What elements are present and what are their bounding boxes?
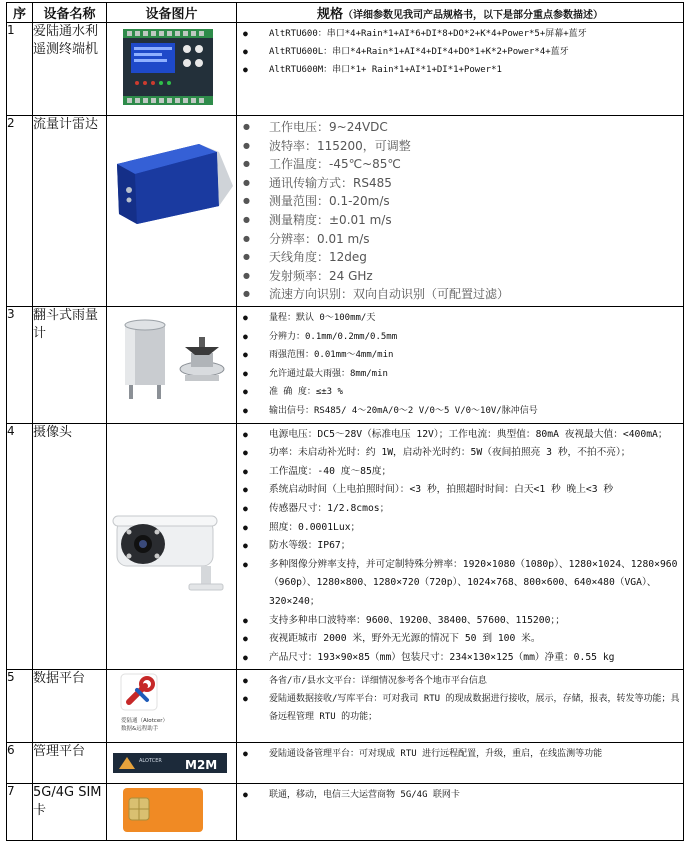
device-name: 5G/4G SIM 卡 [33, 784, 107, 841]
spec-cell [237, 23, 684, 116]
spec-item: ● 分辨率：0.01 m/s [243, 230, 681, 249]
header-name: 设备名称 [33, 3, 107, 23]
table-row [7, 307, 684, 424]
spec-list [237, 307, 683, 423]
header-no: 序 [7, 3, 33, 23]
spec-item: ● 波特率：115200，可调整 [243, 137, 681, 156]
spec-cell [237, 743, 684, 784]
device-image [107, 23, 237, 116]
spec-table [6, 2, 684, 841]
header-spec-title: 规格 [316, 7, 343, 22]
spec-list [237, 23, 683, 81]
row-number: 3 [7, 307, 33, 424]
spec-item: ● 测量精度：±0.01 m/s [243, 211, 681, 230]
app-caption-line2: 数据&远程助手 [121, 726, 159, 733]
spec-item: ● 输出信号：RS485/ 4～20mA/0～2 V/0～5 V/0～10V/脉冲信号 [243, 402, 681, 421]
logo-text: ALOTCER [139, 758, 162, 765]
spec-item: ● 功率：未启动补光时：约 1W，启动补光时约：5W（夜间拍照亮 3 秒，不拍不亮）； [243, 444, 681, 463]
spec-item: ● 测量范围：0.1-20m/s [243, 192, 681, 211]
spec-item: ● AltRTU600M：串口*1+ Rain*1+AI*1+DI*1+Power*1 [243, 61, 681, 79]
spec-item: ● 传感器尺寸：1/2.8cmos； [243, 500, 681, 519]
table-row [7, 670, 684, 743]
device-image [107, 743, 237, 784]
spec-cell [237, 784, 684, 841]
app-caption-line1: 爱陆通（Alotcer） [121, 718, 168, 725]
logo-m2m: M2M [185, 758, 218, 773]
device-name: 数据平台 [33, 670, 107, 743]
device-name: 爱陆通水利遥测终端机 [33, 23, 107, 116]
row-number: 2 [7, 116, 33, 307]
device-name: 流量计雷达 [33, 116, 107, 307]
spec-item: ● 系统启动时间（上电拍照时间）：<3 秒，拍照超时时间：白天<1 秒 晚上<3 秒 [243, 481, 681, 500]
device-image [107, 423, 237, 670]
device-name: 管理平台 [33, 743, 107, 784]
row-number: 4 [7, 423, 33, 670]
row-number: 6 [7, 743, 33, 784]
row-number: 7 [7, 784, 33, 841]
spec-item: ● 防水等级：IP67； [243, 537, 681, 556]
device-name: 翻斗式雨量计 [33, 307, 107, 424]
spec-item: ● 多种图像分辨率支持，并可定制特殊分辨率：1920×1080（1080p）、1280×1024、1280×960（960p）、1280×800、1280×720（720p）、1024×768、800×600、640×480（VGA）、320×240； [243, 556, 681, 612]
table-row [7, 116, 684, 307]
header-spec [237, 3, 684, 23]
table-header-row [7, 3, 684, 23]
row-number: 5 [7, 670, 33, 743]
spec-cell [237, 423, 684, 670]
spec-item: ● 分辨力：0.1mm/0.2mm/0.5mm [243, 328, 681, 347]
radar-flowmeter-photo [107, 116, 235, 302]
spec-item: ● AltRTU600L：串口*4+Rain*1+AI*4+DI*4+DO*1+K*2+Power*4+蓝牙 [243, 43, 681, 61]
spec-item: ● 工作温度：-40 度～85度； [243, 463, 681, 482]
spec-list [237, 116, 683, 306]
bullet-camera-photo [107, 424, 235, 664]
device-image [107, 116, 237, 307]
spec-item: ● 流速方向识别：双向自动识别（可配置过滤） [243, 285, 681, 304]
sim-card-photo [107, 784, 235, 836]
spec-item: ● 夜视距城市 2000 米，野外无光源的情况下 50 到 100 米。 [243, 630, 681, 649]
spec-item: ● 联通，移动，电信三大运营商物 5G/4G 联网卡 [243, 786, 681, 804]
data-platform-app-icon [107, 670, 235, 738]
rtu-device-photo [107, 23, 235, 111]
spec-item: ● 量程：默认 0～100mm/天 [243, 309, 681, 328]
spec-item: ● 发射频率：24 GHz [243, 267, 681, 286]
spec-cell [237, 307, 684, 424]
spec-item: ● 通讯传输方式：RS485 [243, 174, 681, 193]
spec-item: ● 产品尺寸：193×90×85（mm）包装尺寸：234×130×125（mm）净重：0.55 kg [243, 649, 681, 668]
spec-list [237, 784, 683, 806]
spec-item: ● 支持多种串口波特率：9600、19200、38400、57600、115200；； [243, 612, 681, 631]
spec-item: ● 天线角度：12deg [243, 248, 681, 267]
header-spec-note: （详细参数见我司产品规格书，以下是部分重点参数描述） [343, 10, 603, 21]
spec-item: ● 爱陆通数据接收/写库平台：可对我司 RTU 的现成数据进行接收，展示，存储，报表，转发等功能；具备远程管理 RTU 的功能； [243, 690, 681, 726]
spec-cell [237, 670, 684, 743]
spec-item: ● 雨强范围：0.01mm～4mm/min [243, 346, 681, 365]
device-image [107, 670, 237, 743]
table-row [7, 423, 684, 670]
header-image: 设备图片 [107, 3, 237, 23]
row-number: 1 [7, 23, 33, 116]
spec-item: ● 爱陆通设备管理平台：可对现成 RTU 进行远程配置，升级，重启，在线监测等功能 [243, 745, 681, 763]
device-image [107, 307, 237, 424]
table-row [7, 784, 684, 841]
spec-item: ● 准 确 度：≤±3 % [243, 383, 681, 402]
rain-gauge-photo [107, 307, 235, 417]
spec-cell [237, 116, 684, 307]
spec-item: ● 各省/市/县水文平台：详细情况参考各个地市平台信息 [243, 672, 681, 690]
device-name: 摄像头 [33, 423, 107, 670]
alotcer-m2m-logo [107, 743, 235, 779]
spec-item: ● 允许通过最大雨强：8mm/min [243, 365, 681, 384]
table-row [7, 743, 684, 784]
table-row [7, 23, 684, 116]
spec-item: ● 工作电压：9~24VDC [243, 118, 681, 137]
spec-list [237, 743, 683, 765]
spec-list [237, 670, 683, 728]
spec-item: ● 照度：0.0001Lux； [243, 519, 681, 538]
spec-item: ● 工作温度：-45℃~85℃ [243, 155, 681, 174]
spec-list [237, 424, 683, 670]
device-image [107, 784, 237, 841]
spec-item: ● 电源电压：DC5～28V（标准电压 12V）；工作电流：典型值：80mA 夜视最大值：<400mA； [243, 426, 681, 445]
spec-item: ● AltRTU600：串口*4+Rain*1+AI*6+DI*8+DO*2+K*4+Power*5+屏幕+蓝牙 [243, 25, 681, 43]
